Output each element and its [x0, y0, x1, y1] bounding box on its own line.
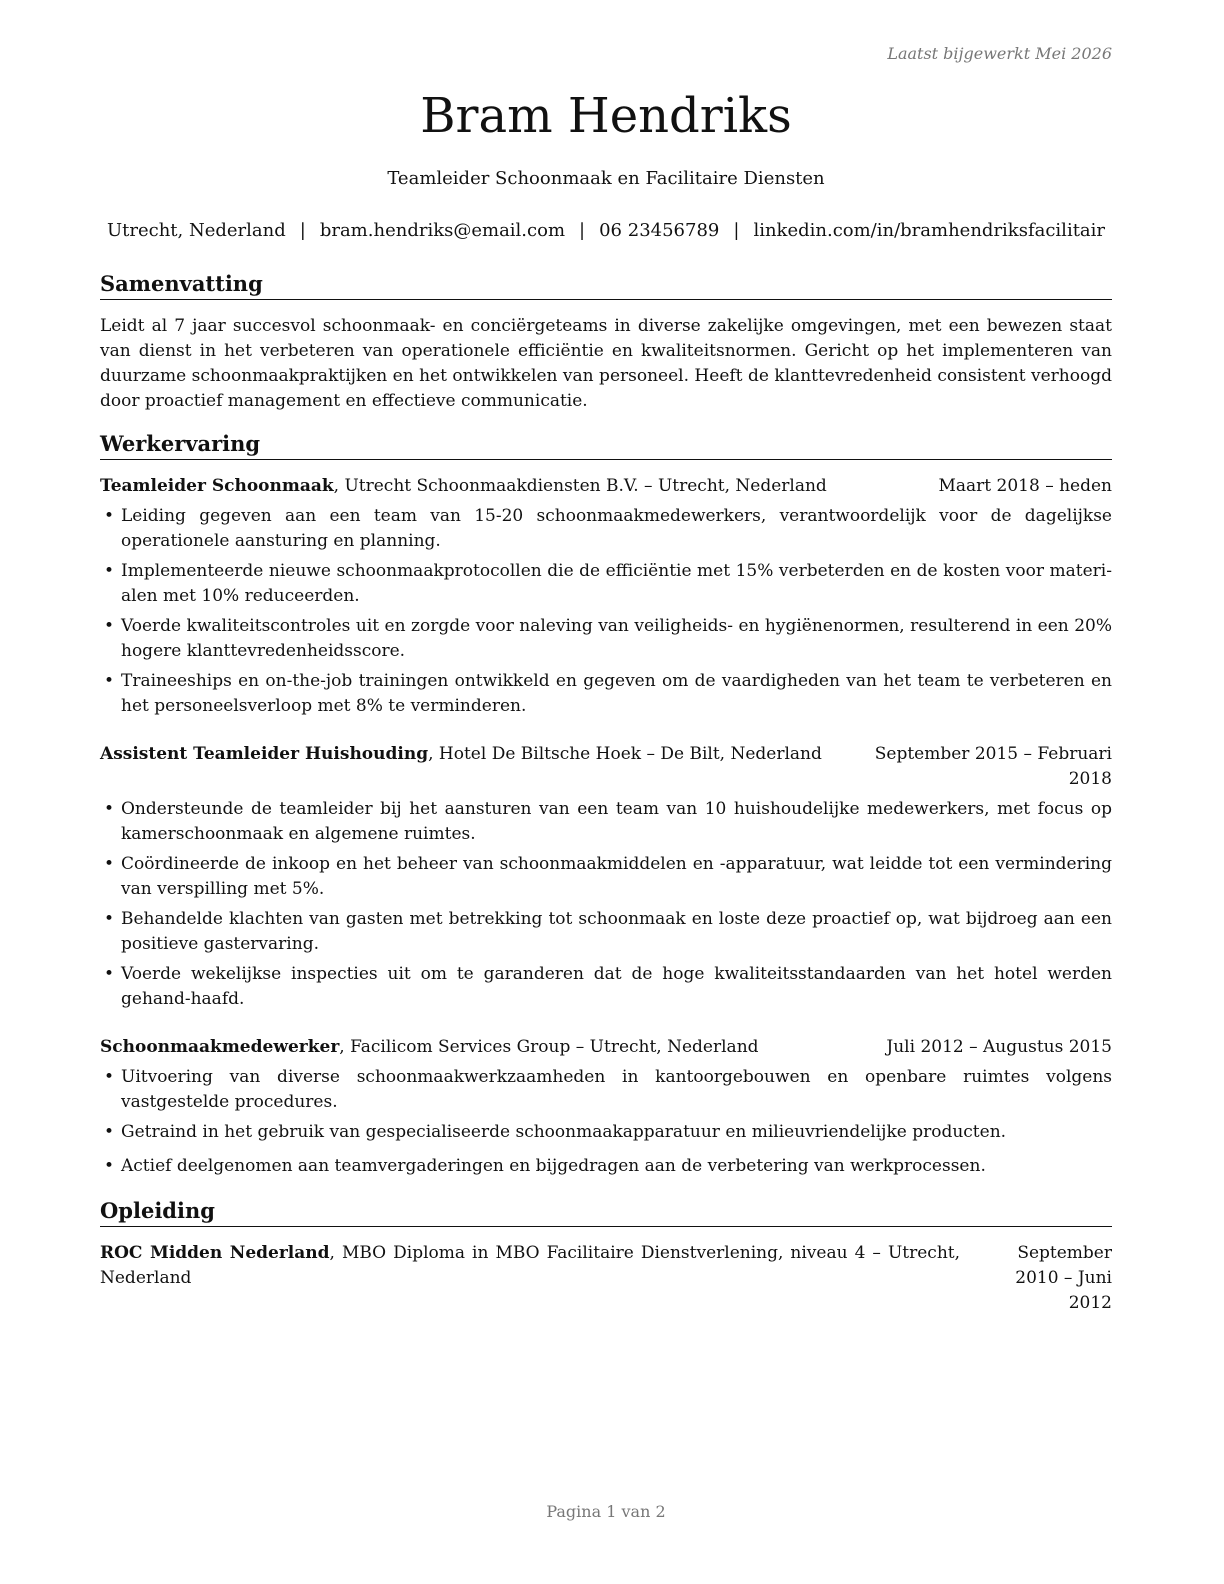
resume-page	[100, 0, 1112, 1584]
job-title-line	[100, 474, 827, 499]
contact-email[interactable]: bram.hendriks@email.com	[319, 220, 566, 241]
job-bullets	[100, 504, 1112, 724]
contact-separator: |	[299, 220, 306, 241]
job-employer: , Utrecht Schoonmaakdiensten B.V. – Utrecht, Nederland	[333, 476, 827, 496]
education-dates: September 2010 – Juni 2012	[1015, 1243, 1112, 1313]
last-updated-note: Laatst bijgewerkt Mei 2026	[887, 44, 1112, 63]
contact-phone: 06 23456789	[599, 220, 720, 241]
contact-separator: |	[579, 220, 586, 241]
summary-text: Leidt al 7 jaar succesvol schoonmaak- en conciërgeteams in diverse zakelijke omgevingen, met een bewezen staat van dienst in het verbeteren van operationele efficiëntie en kwaliteitsnormen. Gericht op het implementeren van duurzame schoonmaakpraktijken en het ontwikkelen van personeel. Heeft de klanttevredenheid consistent verhoogd door proactief management en effectieve communicatie.	[100, 316, 1112, 411]
job-employer: , Hotel De Biltsche Hoek – De Bilt, Nederland	[428, 744, 822, 764]
job-title-line	[100, 1035, 759, 1060]
contact-line	[100, 219, 1112, 243]
job-employer: , Facilicom Services Group – Utrecht, Nederland	[339, 1037, 759, 1057]
job-dates: September 2015 – Februari 2018	[874, 744, 1112, 789]
job-role: Schoonmaakmedewerker	[100, 1037, 340, 1057]
list-item: • Voerde wekelijkse inspecties uit om te garanderen dat de hoge kwaliteitsstandaarden van het hotel werden gehand-haafd.	[104, 964, 1112, 1009]
section-title-education: Opleiding	[100, 1197, 1112, 1227]
list-item: • Uitvoering van diverse schoonmaakwerkzaamheden in kantoorgebouwen en openbare ruimtes volgens vastgestelde procedures.	[104, 1067, 1112, 1112]
job-header	[100, 1035, 1112, 1060]
list-item: • Actief deelgenomen aan teamvergaderingen en bijgedragen aan de verbetering van werkprocessen.	[104, 1156, 986, 1176]
candidate-subtitle: Teamleider Schoonmaak en Facilitaire Diensten	[387, 168, 825, 189]
list-item: • Behandelde klachten van gasten met betrekking tot schoonmaak en loste deze proactief op, wat bijdroeg aan een positieve gastervaring.	[104, 909, 1112, 954]
job-header	[100, 742, 1112, 789]
education-entry	[100, 1241, 1112, 1313]
job-role: Teamleider Schoonmaak	[100, 476, 334, 496]
job-title-line	[100, 742, 822, 767]
job-dates: Juli 2012 – Augustus 2015	[886, 1037, 1112, 1057]
contact-linkedin[interactable]: linkedin.com/in/bramhendriksfacilitair	[753, 220, 1106, 241]
contact-separator: |	[733, 220, 740, 241]
candidate-name: Bram Hendriks	[420, 88, 792, 144]
job-bullets	[100, 797, 1112, 1017]
list-item: • Voerde kwaliteitscontroles uit en zorgde voor naleving van veiligheids- en hygiënenormen, resulterend in een 20% hogere klanttevredenheidsscore.	[104, 616, 1112, 661]
section-title-experience: Werkervaring	[100, 430, 1112, 460]
job-header	[100, 474, 1112, 499]
list-item: • Getraind in het gebruik van gespecialiseerde schoonmaakapparatuur en milieuvriendelijke producten.	[104, 1122, 1007, 1142]
section-title-summary: Samenvatting	[100, 270, 1112, 300]
list-item: • Leiding gegeven aan een team van 15-20 schoonmaakmedewerkers, verantwoordelijk voor de dagelijkse operationele aansturing en planning.	[104, 506, 1112, 551]
job-dates: Maart 2018 – heden	[938, 476, 1112, 496]
list-item: • Traineeships en on-the-job trainingen ontwikkeld en gegeven om de vaardigheden van het team te verbeteren en het personeelsverloop met 8% te verminderen.	[104, 671, 1112, 716]
education-detail: , MBO Diploma in MBO Facilitaire Dienstverlening, niveau 4 – Utrecht, Nederland	[100, 1243, 961, 1288]
list-item: • Coördineerde de inkoop en het beheer van schoonmaakmiddelen en -apparatuur, wat leidde tot een vermindering van verspilling met 5%.	[104, 854, 1112, 899]
list-item: • Implementeerde nieuwe schoonmaakprotocollen die de efficiëntie met 15% verbeterden en de kosten voor materi-alen met 10% reduceerden.	[104, 561, 1112, 606]
list-item: • Ondersteunde de teamleider bij het aansturen van een team van 10 huishoudelijke medewerkers, met focus op kamerschoonmaak en algemene ruimtes.	[104, 799, 1112, 844]
education-title-line	[100, 1241, 960, 1291]
job-role: Assistent Teamleider Huishouding	[100, 744, 429, 764]
page-number: Pagina 1 van 2	[546, 1502, 666, 1521]
education-school: ROC Midden Nederland	[100, 1243, 330, 1263]
job-bullets	[100, 1065, 1112, 1184]
contact-location: Utrecht, Nederland	[106, 220, 286, 241]
